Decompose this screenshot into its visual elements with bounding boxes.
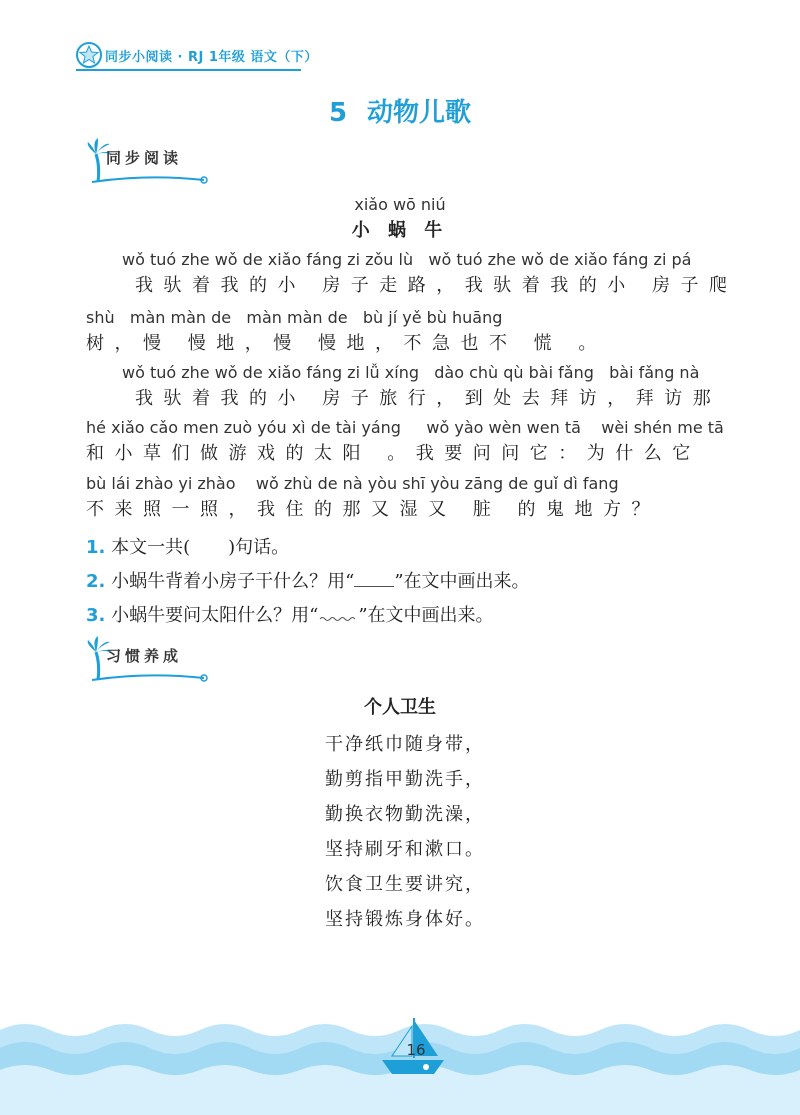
question-2: 2. 小蜗牛背着小房子干什么？用“ ”在文中画出来。 [86,571,530,592]
question-number: 3. [86,605,106,626]
section-label: 同步阅读 [106,149,183,167]
poem-line-4-pinyin: hé xiǎo cǎo men zuò yóu xì de tài yáng wǒ yào wèn wen tā wèi shén me tā [86,418,724,437]
section-badge-habit [86,636,226,684]
straight-underline-mark [354,572,394,587]
section-badge-reading [86,138,226,186]
habit-poem-line: 干净纸巾随身带， [325,734,485,755]
poem-title-pinyin: xiǎo wō niú [354,195,446,214]
poem-line-5: 不来照一照，我住的那又湿又 脏 的鬼地方？ [86,499,660,520]
poem-line-1: 我驮着我的小 房子走路，我驮着我的小 房子爬 [135,275,738,296]
habit-poem-title: 个人卫生 [364,697,436,718]
series-logo-icon [76,42,102,68]
poem-line-2-pinyin: shù màn màn de màn màn de bù jí yě bù huāng [86,308,503,327]
habit-poem-line: 坚持刷牙和漱口。 [325,839,485,860]
lesson-title [0,92,800,129]
habit-poem-line: 饮食卫生要讲究， [325,874,485,895]
habit-poem-line: 坚持锻炼身体好。 [325,909,485,930]
poem-line-5-pinyin: bù lái zhào yi zhào wǒ zhù de nà yòu shī yòu zāng de guǐ dì fang [86,474,619,493]
question-3: 3. 小蜗牛要问太阳什么？用“ ”在文中画出来。 [86,605,494,626]
question-number: 1. [86,537,106,558]
lesson-number: 5 [328,98,348,128]
question-1: 1. 本文一共( )句话。 [86,537,290,558]
section-label: 习惯养成 [106,647,183,665]
poem-line-3-pinyin: wǒ tuó zhe wǒ de xiǎo fáng zi lǚ xíng dào chù qù bài fǎng bài fǎng nà [122,363,700,382]
page-number: 16 [406,1041,426,1059]
habit-poem-line: 勤换衣物勤洗澡， [325,804,485,825]
question-number: 2. [86,571,106,592]
habit-poem-line: 勤剪指甲勤洗手， [325,769,485,790]
poem-line-1-pinyin: wǒ tuó zhe wǒ de xiǎo fáng zi zǒu lù wǒ tuó zhe wǒ de xiǎo fáng zi pá [122,250,692,269]
poem-line-2: 树，慢 慢地，慢 慢地，不急也不 慌 。 [86,333,607,354]
poem-title: 小 蜗 牛 [351,220,449,241]
poem-line-4: 和小草们做游戏的太阳 。我要问问它：为什么它 [86,443,701,464]
header-divider [76,69,301,71]
wavy-underline-mark [318,607,358,621]
lesson-title-text: 动物儿歌 [367,98,472,128]
series-header: 同步小阅读 · RJ 1年级 语文（下） [105,50,318,65]
poem-line-3: 我驮着我的小 房子旅行，到处去拜访，拜访那 [135,388,722,409]
